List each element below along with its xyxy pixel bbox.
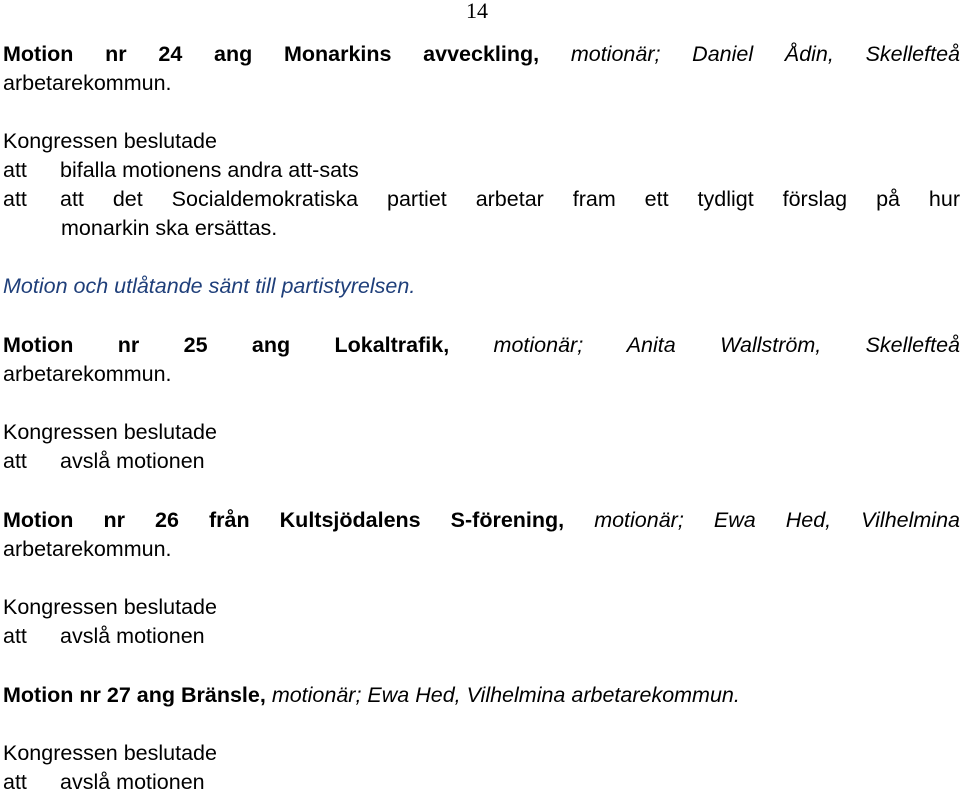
motion-26-heading: Motion nr 26 från Kultsjödalens S-förening, (3, 508, 565, 532)
motion-26-proposer-cont: arbetarekommun. (3, 537, 172, 561)
motion-24-decision-2-cont: monarkin ska ersättas. (61, 216, 278, 240)
motion-25-proposer: motionär; Anita Wallström, Skellefteå (493, 333, 960, 357)
motion-25-heading: Motion nr 25 ang Lokaltrafik, (3, 333, 450, 357)
motion-24-proposer-cont: arbetarekommun. (3, 71, 172, 95)
decision-text: avslå motionen (60, 449, 205, 473)
motion-26-proposer: motionär; Ewa Hed, Vilhelmina (594, 508, 960, 532)
motion-26-decision-intro: Kongressen beslutade (3, 595, 217, 619)
decision-text: att det Socialdemokratiska partiet arbetar fram ett tydligt förslag på hur (60, 187, 960, 211)
motion-25-decision-intro: Kongressen beslutade (3, 420, 217, 444)
motion-24-decision-1 (3, 156, 960, 185)
motion-24-proposer: motionär; Daniel Ådin, Skellefteå (570, 42, 960, 66)
motion-25-proposer-cont: arbetarekommun. (3, 362, 172, 386)
motion-25-heading-line (3, 331, 960, 360)
page-number: 14 (466, 0, 488, 23)
motion-26-decision-1 (3, 622, 960, 651)
att-label: att (3, 187, 27, 211)
motion-24-heading: Motion nr 24 ang Monarkins avveckling, (3, 42, 540, 66)
motion-27-decision-intro: Kongressen beslutade (3, 741, 217, 765)
motion-24-note: Motion och utlåtande sänt till partistyrelsen. (3, 274, 416, 298)
motion-27-proposer: motionär; Ewa Hed, Vilhelmina arbetarekommun. (271, 683, 740, 707)
motion-27-heading-line (3, 681, 960, 710)
att-label: att (3, 158, 27, 182)
att-label: att (3, 449, 27, 473)
att-label: att (3, 770, 27, 794)
decision-text: avslå motionen (60, 624, 205, 648)
att-label: att (3, 624, 27, 648)
motion-24-heading-line (3, 40, 960, 69)
decision-text: avslå motionen (60, 770, 205, 794)
motion-24-decision-2 (3, 185, 960, 214)
decision-text: bifalla motionens andra att-sats (60, 158, 359, 182)
motion-26-heading-line (3, 506, 960, 535)
motion-25-decision-1 (3, 447, 960, 476)
motion-24-decision-intro: Kongressen beslutade (3, 129, 217, 153)
motion-27-heading: Motion nr 27 ang Bränsle, (3, 683, 266, 707)
